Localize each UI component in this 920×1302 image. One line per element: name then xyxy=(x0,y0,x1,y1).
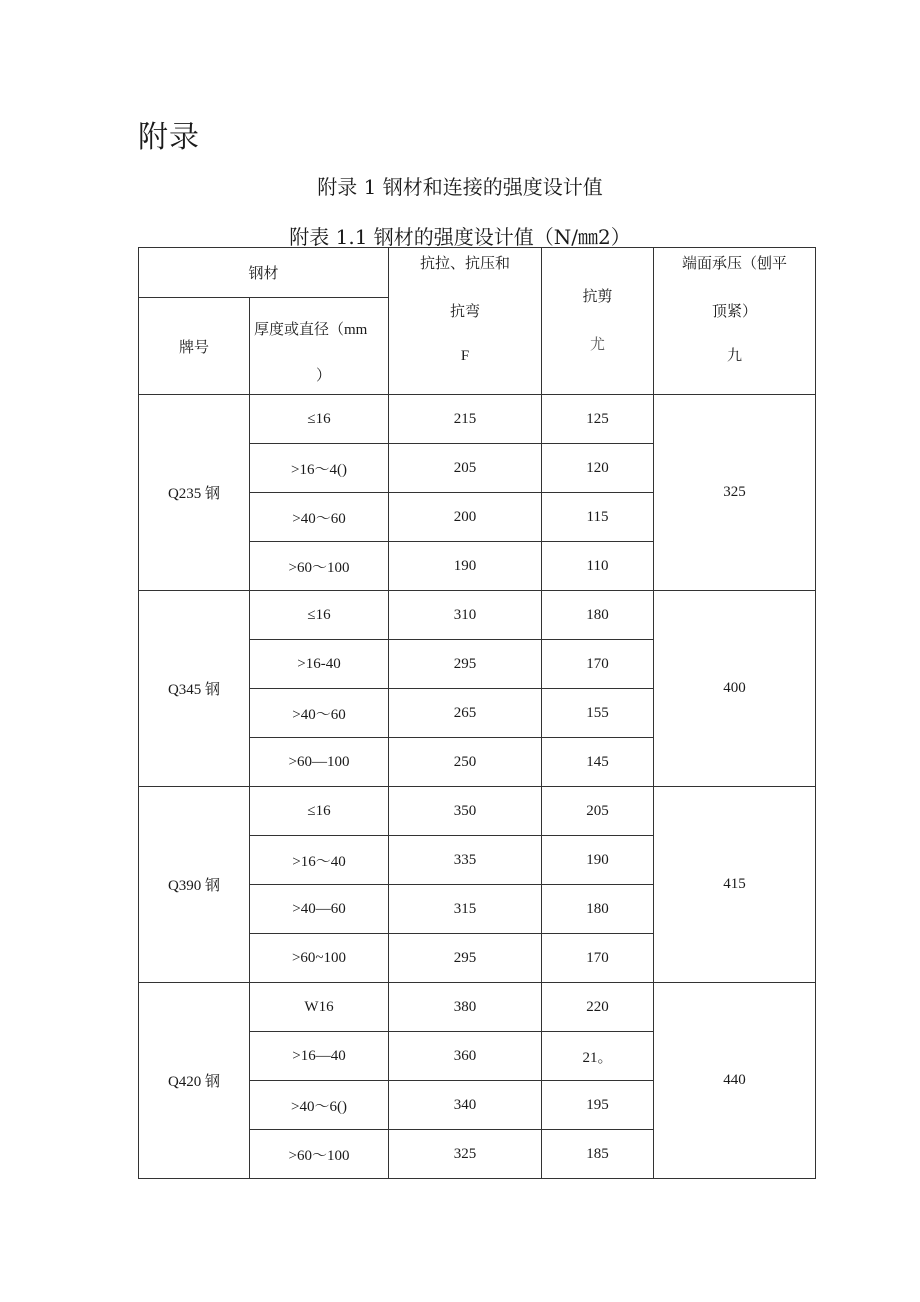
header-tension xyxy=(389,248,542,395)
header-thickness xyxy=(250,298,389,395)
shear-cell xyxy=(542,738,654,787)
thickness-cell xyxy=(250,591,389,640)
tension-cell xyxy=(389,983,542,1032)
tension-cell xyxy=(389,1130,542,1179)
steel-strength-table xyxy=(138,247,816,1179)
thickness-cell xyxy=(250,542,389,591)
grade-cell xyxy=(139,983,250,1179)
shear-value: 185 xyxy=(586,1145,609,1162)
thickness-cell xyxy=(250,983,389,1032)
thickness-value: >40—60 xyxy=(292,900,346,917)
tension-value: 380 xyxy=(453,998,477,1015)
thickness-cell xyxy=(250,934,389,983)
shear-value: 120 xyxy=(586,459,609,476)
shear-cell xyxy=(542,787,654,836)
thickness-value: >60~100 xyxy=(291,949,347,966)
bearing-cell xyxy=(654,983,816,1179)
header-bearing-symbol: 九 xyxy=(726,348,742,364)
header-steel-label: 钢材 xyxy=(248,266,279,282)
thickness-value: ≤16 xyxy=(307,410,331,427)
thickness-value: >60～100 xyxy=(288,1147,350,1164)
tension-value: 295 xyxy=(453,949,477,966)
thickness-cell xyxy=(250,738,389,787)
bearing-cell xyxy=(654,395,816,591)
tension-value: 190 xyxy=(453,557,477,574)
bearing-value: 325 xyxy=(723,484,746,500)
tension-value: 310 xyxy=(453,606,477,623)
tension-value: 335 xyxy=(453,851,477,868)
section-subheading: 附录 1 钢材和连接的强度设计值 xyxy=(317,175,603,199)
tension-value: 205 xyxy=(453,459,477,476)
tension-value: 250 xyxy=(453,753,477,770)
header-bearing xyxy=(654,248,816,395)
tension-cell xyxy=(389,444,542,493)
header-bearing-line1: 端面承压（刨平 xyxy=(681,256,787,272)
thickness-value: >40～60 xyxy=(292,706,346,723)
shear-cell xyxy=(542,493,654,542)
grade-cell xyxy=(139,591,250,787)
shear-value: 190 xyxy=(586,851,609,868)
shear-cell xyxy=(542,444,654,493)
thickness-cell xyxy=(250,836,389,885)
header-grade-label: 牌号 xyxy=(178,339,209,356)
tension-cell xyxy=(389,542,542,591)
grade-label: Q420 钢 xyxy=(167,1074,221,1090)
table-title: 附表 1.1 钢材的强度设计值（N/㎜2） xyxy=(289,225,631,249)
header-tension-stack xyxy=(389,248,541,368)
shear-value: 205 xyxy=(586,802,609,819)
thickness-value: >16-40 xyxy=(297,655,341,672)
tension-value: 340 xyxy=(453,1096,477,1113)
thickness-value: ≤16 xyxy=(307,606,331,623)
header-thickness-stack xyxy=(250,298,388,388)
tension-cell xyxy=(389,689,542,738)
shear-value: 180 xyxy=(586,606,609,623)
shear-value: 220 xyxy=(586,998,609,1015)
thickness-value: >16～40 xyxy=(292,853,346,870)
tension-cell xyxy=(389,836,542,885)
shear-value: 110 xyxy=(586,557,609,574)
thickness-cell xyxy=(250,444,389,493)
shear-cell xyxy=(542,885,654,934)
thickness-cell xyxy=(250,885,389,934)
thickness-cell xyxy=(250,640,389,689)
header-grade xyxy=(139,298,250,395)
grade-cell xyxy=(139,395,250,591)
thickness-value: ≤16 xyxy=(307,802,331,819)
thickness-cell xyxy=(250,493,389,542)
thickness-value: >16—40 xyxy=(292,1047,346,1064)
header-shear-stack xyxy=(542,285,653,357)
thickness-value: >40～60 xyxy=(292,510,346,527)
grade-cell xyxy=(139,787,250,983)
bearing-cell xyxy=(654,787,816,983)
bearing-value: 415 xyxy=(723,876,746,892)
shear-cell xyxy=(542,542,654,591)
header-bearing-line2: 顶紧） xyxy=(711,304,757,320)
header-bearing-stack xyxy=(654,248,815,368)
thickness-value: >60～100 xyxy=(288,559,350,576)
shear-cell xyxy=(542,1081,654,1130)
thickness-cell xyxy=(250,1130,389,1179)
header-steel xyxy=(139,248,389,298)
grade-label: Q235 钢 xyxy=(167,486,221,502)
thickness-value: W16 xyxy=(304,998,334,1015)
tension-value: 265 xyxy=(453,704,477,721)
shear-value: 115 xyxy=(586,508,609,525)
thickness-cell xyxy=(250,787,389,836)
tension-value: 315 xyxy=(453,900,477,917)
tension-cell xyxy=(389,591,542,640)
header-tension-line1: 抗拉、抗压和 xyxy=(419,256,510,272)
tension-cell xyxy=(389,787,542,836)
shear-cell xyxy=(542,689,654,738)
bearing-value: 440 xyxy=(723,1072,746,1088)
header-shear-line1: 抗剪 xyxy=(582,289,613,305)
thickness-cell xyxy=(250,1081,389,1130)
shear-value: 170 xyxy=(586,655,609,672)
page-heading: 附录 xyxy=(138,120,200,155)
tension-value: 200 xyxy=(453,508,477,525)
tension-cell xyxy=(389,395,542,444)
tension-cell xyxy=(389,493,542,542)
tension-value: 295 xyxy=(453,655,477,672)
shear-value: 180 xyxy=(586,900,609,917)
shear-value: 170 xyxy=(586,949,609,966)
header-thickness-line1: 厚度或直径（mm xyxy=(254,322,368,338)
header-tension-symbol: F xyxy=(460,348,470,364)
thickness-cell xyxy=(250,1032,389,1081)
thickness-cell xyxy=(250,395,389,444)
grade-label: Q345 钢 xyxy=(167,682,221,698)
header-thickness-line2: ） xyxy=(316,368,332,384)
thickness-value: >40～6() xyxy=(291,1098,347,1115)
bearing-cell xyxy=(654,591,816,787)
tension-value: 360 xyxy=(453,1047,477,1064)
shear-cell xyxy=(542,983,654,1032)
shear-cell xyxy=(542,591,654,640)
shear-cell xyxy=(542,1130,654,1179)
shear-cell xyxy=(542,836,654,885)
thickness-cell xyxy=(250,689,389,738)
thickness-value: >16～4() xyxy=(291,461,347,478)
shear-value: 155 xyxy=(586,704,609,721)
shear-value: 125 xyxy=(586,410,609,427)
tension-value: 325 xyxy=(453,1145,477,1162)
header-tension-line2: 抗弯 xyxy=(449,304,480,320)
tension-cell xyxy=(389,640,542,689)
thickness-value: >60—100 xyxy=(288,753,350,770)
tension-cell xyxy=(389,934,542,983)
shear-value: 21。 xyxy=(582,1049,613,1066)
header-shear-symbol: 尤 xyxy=(589,337,605,353)
header-shear xyxy=(542,248,654,395)
bearing-value: 400 xyxy=(723,680,746,696)
shear-cell xyxy=(542,1032,654,1081)
shear-cell xyxy=(542,934,654,983)
tension-cell xyxy=(389,738,542,787)
shear-cell xyxy=(542,395,654,444)
tension-cell xyxy=(389,885,542,934)
shear-cell xyxy=(542,640,654,689)
shear-value: 195 xyxy=(586,1096,609,1113)
tension-cell xyxy=(389,1032,542,1081)
shear-value: 145 xyxy=(586,753,609,770)
tension-value: 350 xyxy=(453,802,477,819)
tension-value: 215 xyxy=(453,410,477,427)
tension-cell xyxy=(389,1081,542,1130)
grade-label: Q390 钢 xyxy=(167,878,221,894)
